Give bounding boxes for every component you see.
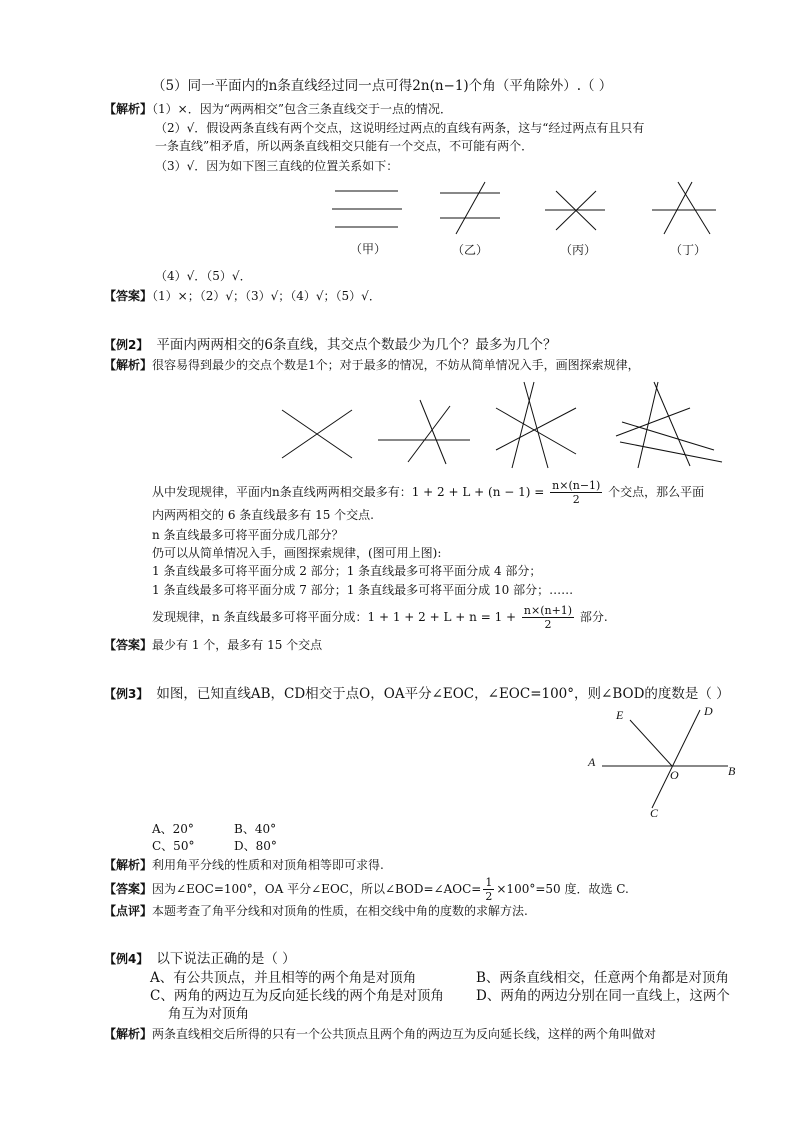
analysis-item-3: （3）√．因为如下图三直线的位置关系如下：	[155, 159, 399, 173]
ex3-comment	[104, 903, 528, 919]
example-tag: 【例3】	[104, 687, 149, 701]
answer-tag: 【答案】	[104, 882, 153, 896]
ex3-geometry-figure	[590, 700, 750, 825]
line-configurations-figure	[320, 178, 740, 240]
ex3-analysis	[104, 857, 384, 873]
analysis-item-4-5: （4）√．（5）√．	[155, 269, 252, 283]
answer-text: （1）×；（2）√；（3）√；（4）√；（5）√．	[152, 289, 381, 303]
ex2-question	[104, 337, 556, 353]
ex4-question	[104, 951, 296, 967]
ex4-option-a: A、有公共顶点，并且相等的两个角是对顶角	[150, 970, 417, 986]
ex4-option-d-line2: 角互为对顶角	[168, 1006, 249, 1022]
parts-rule-prefix: 发现规律，n 条直线最多可将平面分成：1 + 1 + 2 + L + n = 1 +	[152, 610, 517, 624]
rule-prefix: 从中发现规律，平面内n条直线两两相交最多有：1 + 2 + L + (n − 1) =	[152, 485, 545, 499]
figure-two-lines	[282, 410, 352, 458]
point-label-O: O	[670, 768, 679, 782]
point-label-A: A	[588, 755, 596, 769]
figure-yi	[440, 182, 500, 234]
figure-four-lines	[496, 382, 576, 468]
fraction-parts	[522, 604, 574, 631]
question-text: 如图，已知直线AB，CD相交于点O，OA平分∠EOC，∠EOC=100°，则∠BOD的度数是（ ）	[156, 686, 730, 702]
ex2-answer	[104, 637, 322, 653]
ex2-line-2: 内两两相交的 6 条直线最多有 15 个交点.	[152, 508, 374, 522]
example-tag: 【例4】	[104, 952, 149, 966]
fraction-denominator: 2	[544, 618, 552, 631]
analysis-item-1: （1）×．因为“两两相交”包含三条直线交于一点的情况．	[152, 102, 452, 116]
ex4-option-b: B、两条直线相交，任意两个角都是对顶角	[476, 970, 729, 986]
analysis-tag: 【解析】	[104, 102, 153, 116]
analysis-tag: 【解析】	[104, 858, 153, 872]
option-a: A、20°	[152, 822, 194, 836]
line-CD	[652, 710, 700, 808]
answer-prefix: 因为∠EOC=100°，OA 平分∠EOC，所以∠BOD=∠AOC=	[152, 882, 482, 896]
ex2-line-7	[152, 604, 608, 631]
fraction-numerator: n×(n+1)	[523, 604, 573, 617]
ex3-answer	[104, 876, 629, 903]
analysis-text: 利用角平分线的性质和对顶角相等即可求得.	[152, 858, 384, 872]
analysis-tag: 【解析】	[104, 358, 153, 372]
ex4-analysis	[104, 1026, 656, 1042]
ex2-line-5: 1 条直线最多可将平面分成 2 部分；1 条直线最多可将平面分成 4 部分；	[152, 564, 542, 578]
analysis-item-2-line2: 一条直线”相矛盾，所以两条直线相交只能有一个交点，不可能有两个．	[155, 139, 534, 153]
fraction-intersections	[550, 479, 602, 506]
ex2-line-6: 1 条直线最多可将平面分成 7 部分；1 条直线最多可将平面分成 10 部分；……	[152, 583, 574, 597]
figure-five-lines	[616, 382, 722, 468]
option-c: C、50°	[152, 839, 195, 853]
analysis-tag: 【解析】	[104, 1027, 153, 1041]
figure-label-ding: （丁）	[670, 243, 707, 257]
answer-tag: 【答案】	[104, 289, 153, 303]
rule-suffix: 个交点，那么平面	[608, 485, 705, 499]
figure-label-bing: （丙）	[560, 243, 597, 257]
ex2-line-3: n 条直线最多可将平面分成几部分？	[152, 528, 344, 542]
comment-text: 本题考查了角平分线和对顶角的性质，在相交线中角的度数的求解方法.	[152, 904, 528, 918]
ex2-analysis	[104, 357, 640, 373]
fraction-half	[483, 876, 494, 903]
figure-label-jia: （甲）	[350, 242, 387, 256]
answer-text: 最少有 1 个，最多有 15 个交点	[152, 638, 323, 652]
question-text: 以下说法正确的是（ ）	[156, 951, 296, 967]
figure-label-yi: （乙）	[452, 243, 489, 257]
comment-tag: 【点评】	[104, 904, 153, 918]
point-label-E: E	[616, 708, 624, 722]
figure-jia	[332, 191, 402, 227]
example-tag: 【例2】	[104, 338, 149, 352]
figure-three-lines	[378, 400, 470, 464]
ex4-option-c: C、两角的两边互为反向延长线的两个角是对顶角	[150, 988, 444, 1004]
figure-ding	[652, 182, 716, 234]
intersection-exploration-figure	[270, 378, 730, 470]
answer-suffix: ×100°=50 度．故选 C.	[496, 882, 629, 896]
ex1-answer	[104, 288, 381, 304]
point-label-D: D	[704, 704, 713, 718]
analysis-text: 很容易得到最少的交点个数是1个；对于最多的情况，不妨从简单情况入手，画图探索规律，	[152, 358, 640, 372]
option-b: B、40°	[234, 822, 277, 836]
analysis-item-2-line1: （2）√．假设两条直线有两个交点，这说明经过两点的直线有两条，这与“经过两点有且只有	[155, 121, 645, 135]
option-d: D、80°	[234, 839, 277, 853]
question-5: （5）同一平面内的n条直线经过同一点可得2n(n−1)个角（平角除外）.（ ）	[152, 78, 613, 94]
parts-rule-suffix: 部分.	[579, 610, 608, 624]
fraction-denominator: 2	[572, 493, 580, 506]
ex2-rule-line	[152, 479, 704, 506]
fraction-numerator: n×(n−1)	[552, 479, 601, 492]
point-label-C: C	[650, 806, 659, 820]
ray-OE	[630, 720, 672, 766]
analysis-text: 两条直线相交后所得的只有一个公共顶点且两个角的两边互为反向延长线，这样的两个角叫做对	[152, 1027, 657, 1041]
ex4-option-d-line1: D、两角的两边分别在同一直线上，这两个	[476, 988, 730, 1004]
ex2-line-4: 仍可以从简单情况入手，画图探索规律，(图可用上图):	[152, 546, 442, 560]
ex1-analysis	[104, 101, 452, 117]
fraction-denominator: 2	[485, 890, 493, 903]
question-text: 平面内两两相交的6条直线，其交点个数最少为几个？最多为几个？	[156, 337, 557, 353]
point-label-B: B	[728, 764, 736, 778]
figure-bing	[545, 191, 605, 230]
fraction-numerator: 1	[485, 876, 493, 889]
answer-tag: 【答案】	[104, 638, 153, 652]
